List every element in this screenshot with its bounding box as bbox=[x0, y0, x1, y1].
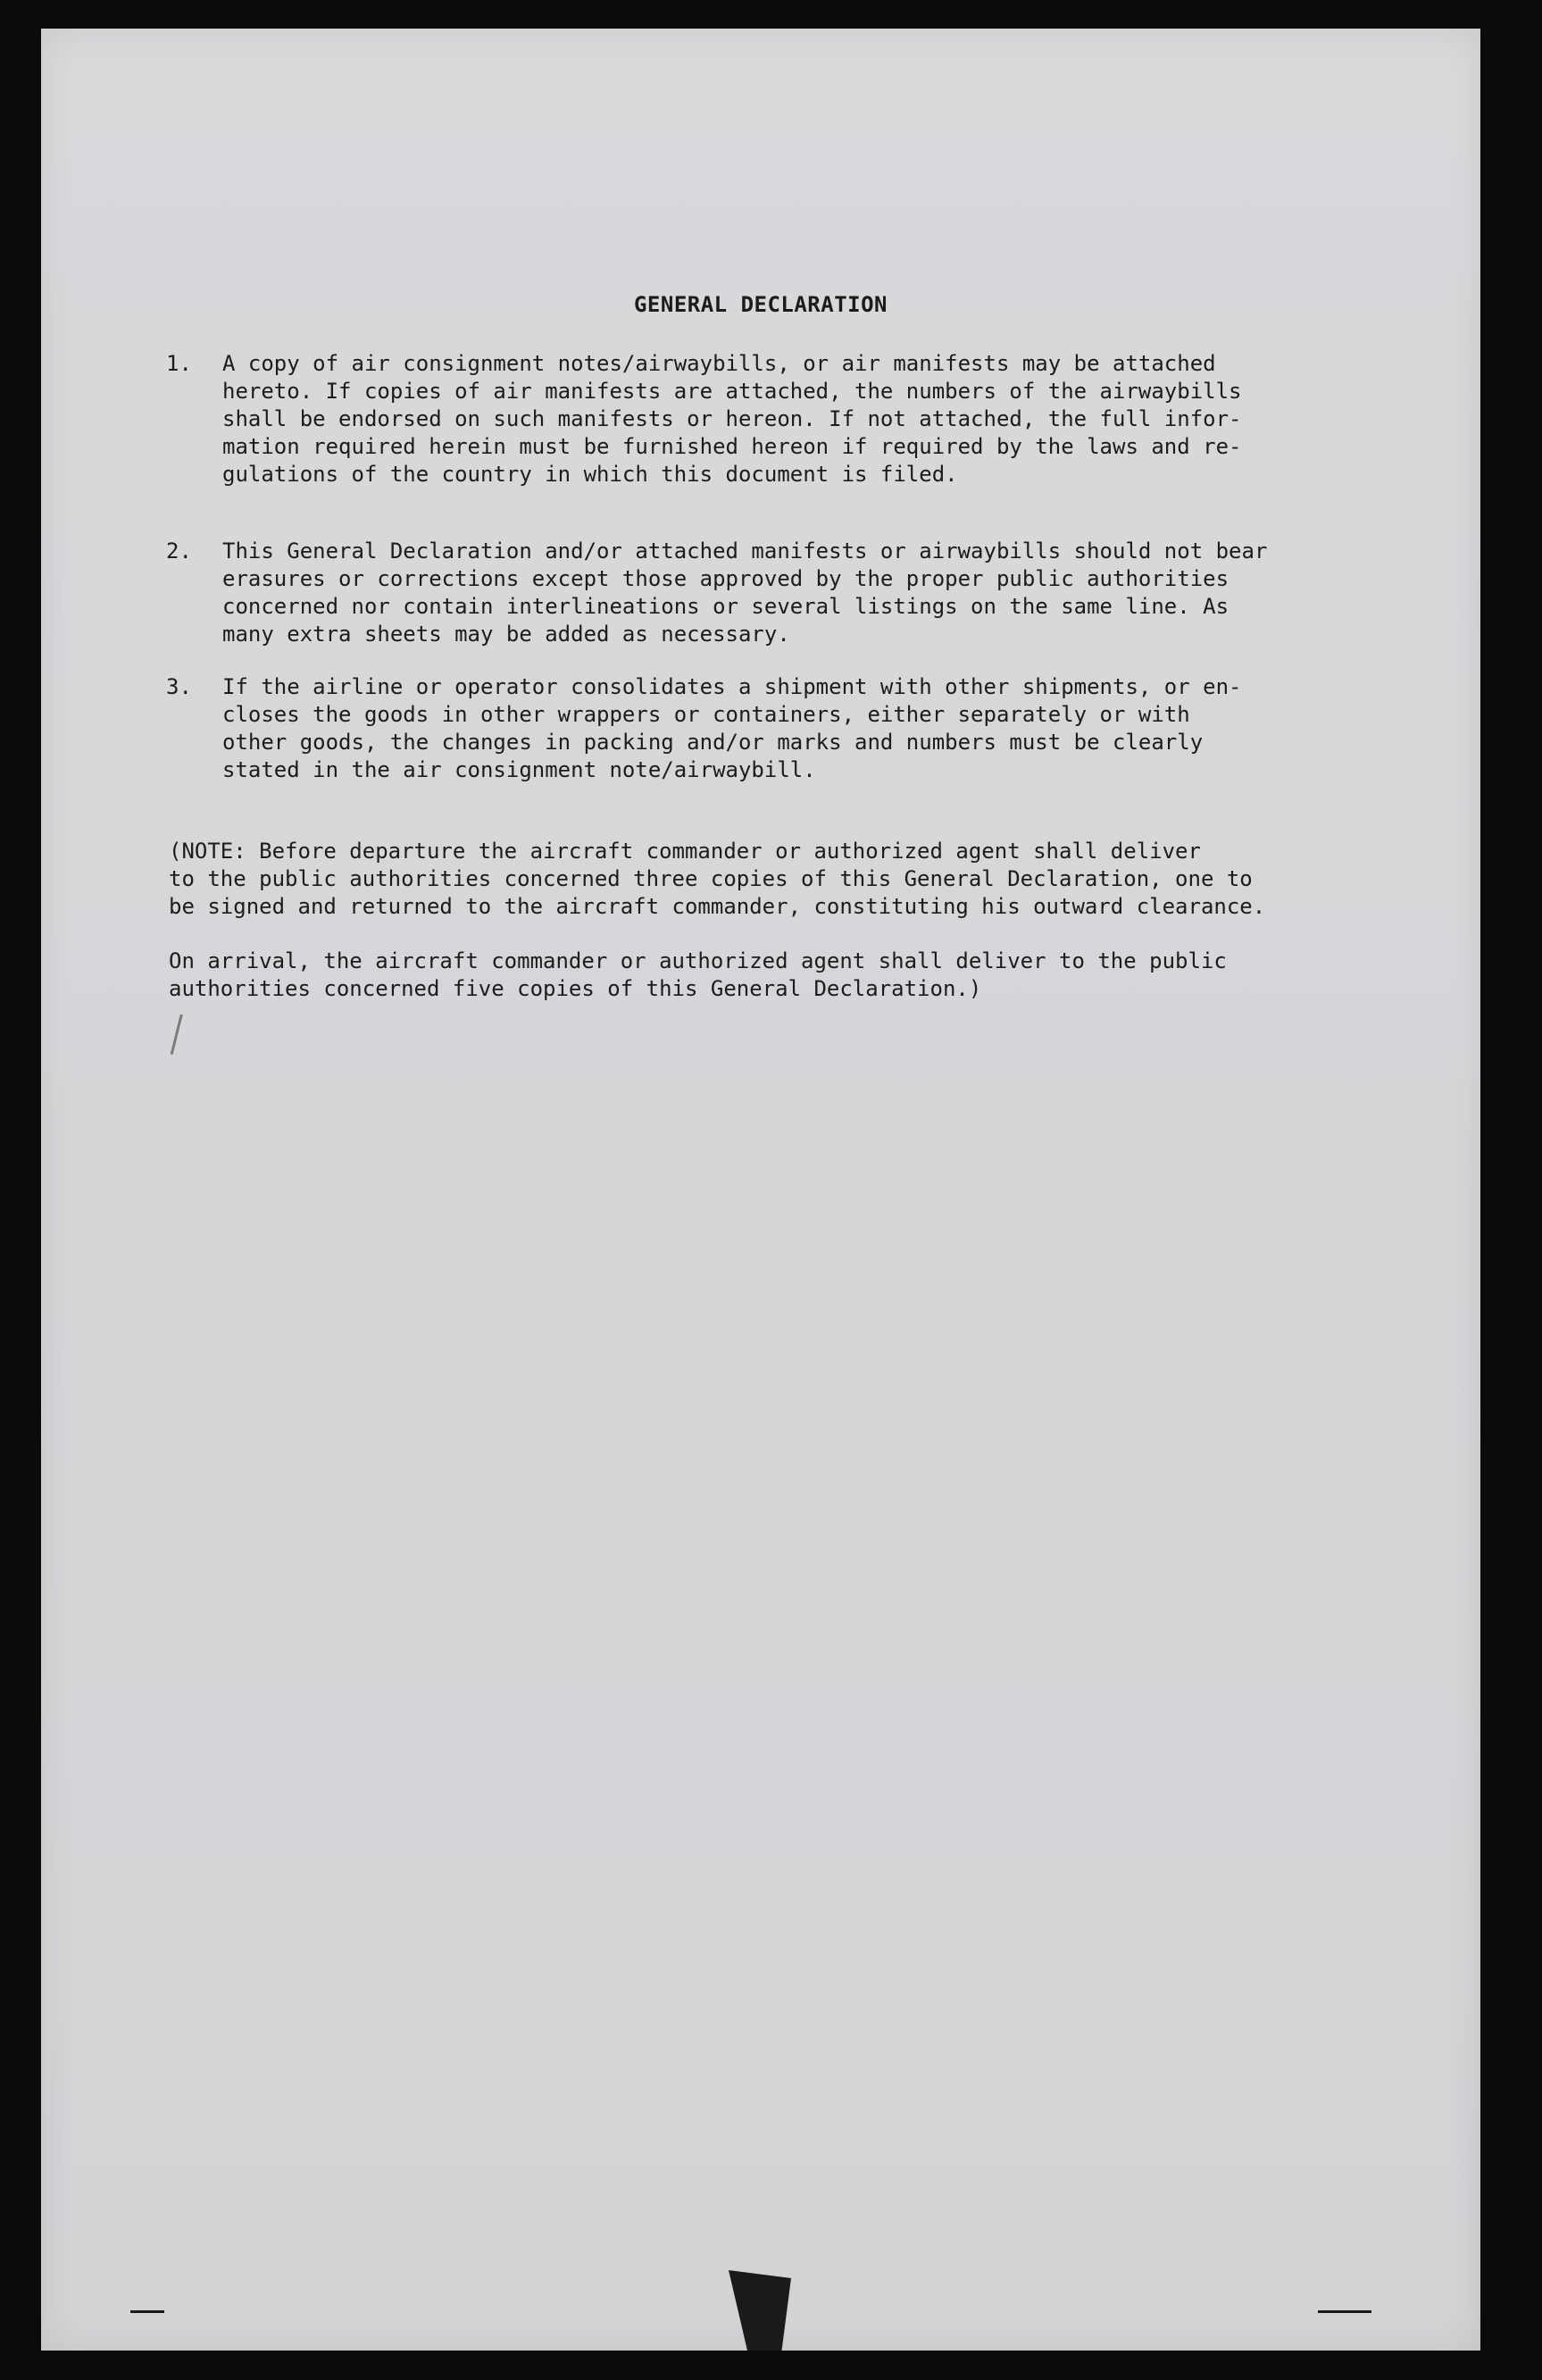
item-text: A copy of air consignment notes/airwaybills, or air manifests may be attached hereto. If copies of air manifests are attached, the numbers of the airwaybills shall be endorsed on such manifests or hereon. If not attached, the full infor- mation required herein must be furnished hereon if required by the laws and re- gulations of the country in which this document is filed. bbox=[222, 351, 1242, 487]
item-number: 3. bbox=[166, 674, 192, 699]
instruction-item-3 bbox=[166, 673, 1389, 784]
item-number: 2. bbox=[166, 539, 192, 564]
item-number: 1. bbox=[166, 351, 192, 376]
document-title: GENERAL DECLARATION bbox=[633, 292, 888, 317]
note-paragraph-arrival: On arrival, the aircraft commander or authorized agent shall deliver to the public authorities concerned five copies of this General Declaration.) bbox=[169, 948, 1227, 1001]
instruction-item-1 bbox=[166, 350, 1389, 489]
scan-smudge-bottom bbox=[729, 2270, 791, 2351]
note-paragraph-departure: (NOTE: Before departure the aircraft commander or authorized agent shall deliver to the public authorities concerned three copies of this General Declaration, one to be signed and returned to the aircraft commander, constituting his outward clearance. bbox=[169, 839, 1266, 919]
item-text: This General Declaration and/or attached manifests or airwaybills should not bear erasures or corrections except those approved by the proper public authorities concerned nor contain interlineations or several listings on the same line. As many extra sheets may be added as necessary. bbox=[222, 539, 1268, 647]
instruction-item-2 bbox=[166, 538, 1389, 648]
scan-dash-right bbox=[1318, 2310, 1371, 2313]
scan-dash-left bbox=[130, 2310, 164, 2313]
pencil-mark bbox=[171, 1015, 196, 1058]
document-page bbox=[41, 29, 1480, 2351]
item-text: If the airline or operator consolidates a shipment with other shipments, or en- closes the goods in other wrappers or containers, either separately or with other goods, the changes in packing and/or marks and numbers must be clearly stated in the air consignment note/airwaybill. bbox=[222, 674, 1242, 782]
